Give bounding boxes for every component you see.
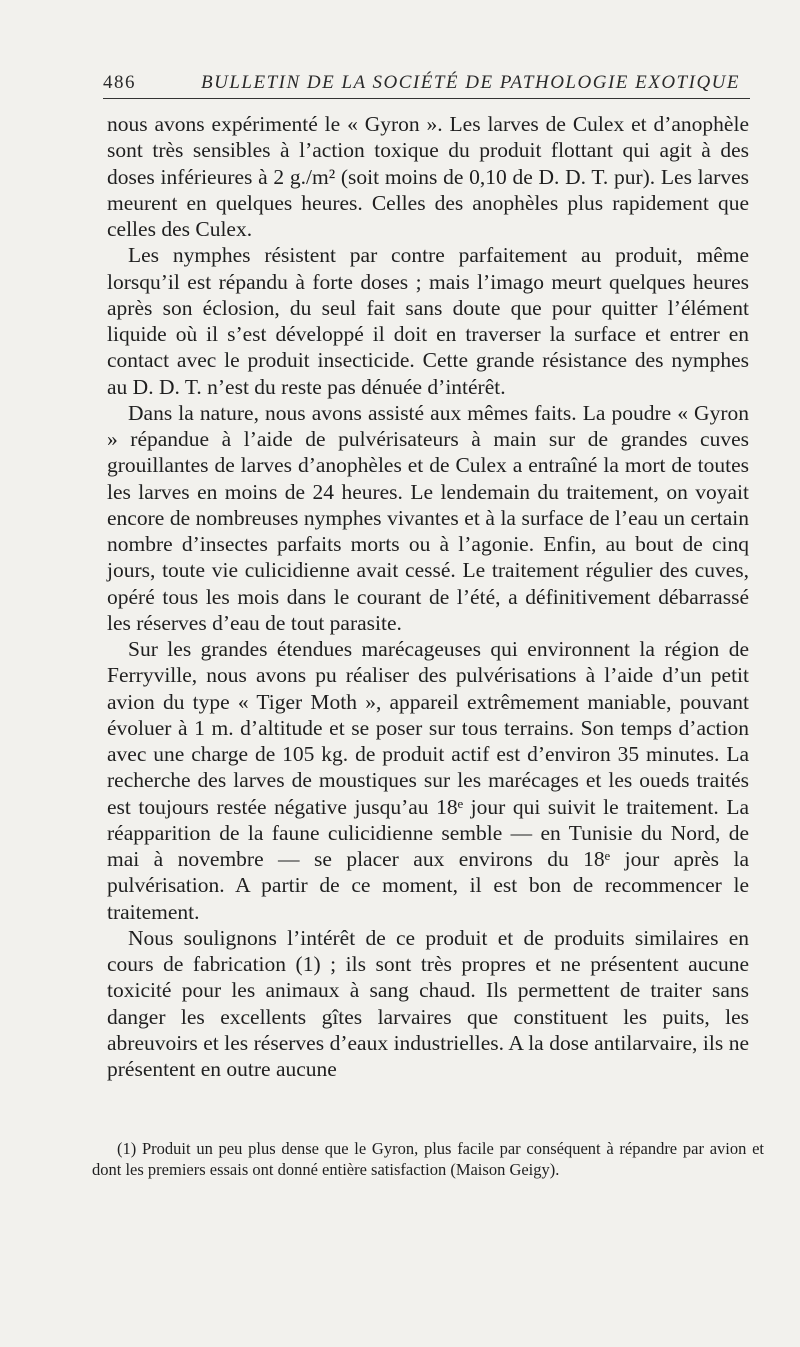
journal-title: BULLETIN DE LA SOCIÉTÉ DE PATHOLOGIE EXOTIQUE xyxy=(201,72,741,93)
footnote xyxy=(92,1138,764,1180)
paragraph-4: Sur les grandes étendues marécageuses qui environnent la région de Ferryville, nous avons pu réaliser des pulvérisations à l’aide d’un petit avion du type « Tiger Moth », appareil extrêmement maniable, pouvant évoluer à 1 m. d’altitude et se poser sur tous terrains. Son temps d’action avec une charge de 105 kg. de produit actif est d’environ 35 minutes. La recherche des larves de moustiques sur les marécages et les oueds traités est toujours restée négative jusqu’au 18ᵉ jour qui suivit le traitement. La réapparition de la faune culicidienne semble — en Tunisie du Nord, de mai à novembre — se placer aux environs du 18ᵉ jour après la pulvérisation. A partir de ce moment, il est bon de recommencer le traitement. xyxy=(107,637,749,924)
header-rule xyxy=(103,98,750,99)
paragraph-3: Dans la nature, nous avons assisté aux mêmes faits. La poudre « Gyron » répandue à l’aide de pulvérisateurs à main sur de grandes cuves grouillantes de larves d’anophèles et de Culex a entraîné la mort de toutes les larves en moins de 24 heures. Le lendemain du traitement, on voyait encore de nombreuses nymphes vivantes et à la surface de l’eau un certain nombre d’insectes parfaits morts ou à l’agonie. Enfin, au bout de cinq jours, toute vie culicidienne avait cessé. Le traitement régulier des cuves, opéré tous les mois dans le courant de l’été, a définitivement débarrassé les réserves d’eau de tout parasite. xyxy=(107,400,749,635)
paragraph-2: Les nymphes résistent par contre parfaitement au produit, même lorsqu’il est répandu à forte doses ; mais l’imago meurt quelques heures après son éclosion, du seul fait sans doute que pour quitter l’élément liquide où il s’est développé il doit en traverser la surface et entrer en contact avec le produit insecticide. Cette grande résistance des nymphes au D. D. T. n’est du reste pas dénuée d’intérêt. xyxy=(107,243,749,399)
paragraph-5: Nous soulignons l’intérêt de ce produit et de produits similaires en cours de fabrication (1) ; ils sont très propres et ne présentent aucune toxicité pour les animaux à sang chaud. Ils permettent de traiter sans danger les excellents gîtes larvaires que constituent les puits, les abreuvoirs et les réserves d’eaux industrielles. A la dose antilarvaire, ils ne présentent en outre aucune xyxy=(107,925,749,1081)
body-text xyxy=(107,111,749,1082)
footnote-text: (1) Produit un peu plus dense que le Gyron, plus facile par conséquent à répandre par avion et dont les premiers essais ont donné entière satisfaction (Maison Geigy). xyxy=(92,1139,764,1179)
paragraph-1: nous avons expérimenté le « Gyron ». Les larves de Culex et d’anophèle sont très sensibles à l’action toxique du produit flottant qui agit à des doses inférieures à 2 g./m² (soit moins de 0,10 de D. D. T. pur). Les larves meurent en quelques heures. Celles des anophèles plus rapidement que celles des Culex. xyxy=(107,112,749,241)
page-number: 486 xyxy=(103,72,136,93)
running-header xyxy=(103,72,750,98)
